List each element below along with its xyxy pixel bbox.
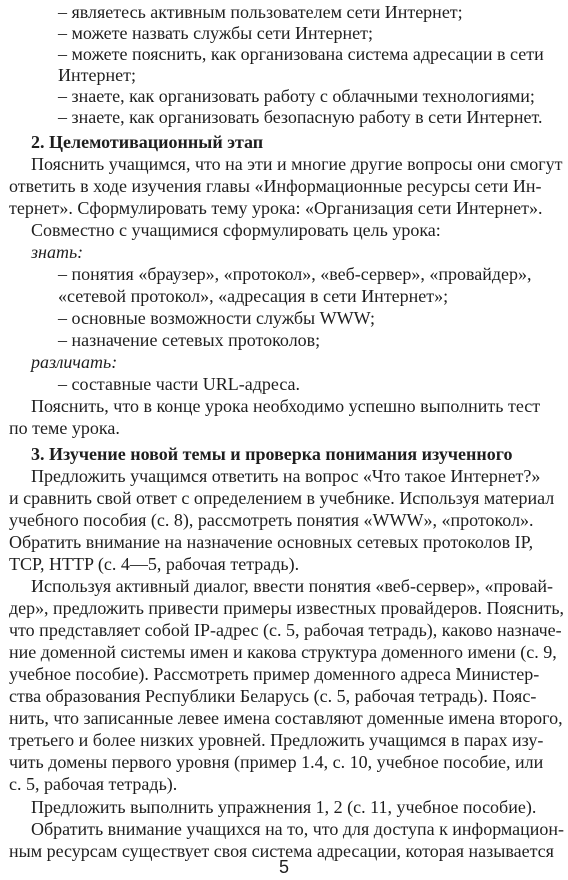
paragraph-line: третьего и более низких уровней. Предложить учащимся в парах изу- xyxy=(9,730,544,750)
paragraph-line: с. 5, рабочая тетрадь). xyxy=(9,774,178,794)
bullet-line: – составные части URL-адреса. xyxy=(58,374,301,394)
bullet-line: – знаете, как организовать безопасную работу в сети Интернет. xyxy=(58,107,543,127)
paragraph-line: ответить в ходе изучения главы «Информационные ресурсы сети Ин- xyxy=(9,176,542,196)
paragraph-line: Пояснить, что в конце урока необходимо успешно выполнить тест xyxy=(31,396,541,416)
subheading-distinguish: различать: xyxy=(31,352,118,372)
bullet-line: Интернет; xyxy=(58,65,136,85)
paragraph-line: по теме урока. xyxy=(9,418,120,438)
subheading-know: знать: xyxy=(31,242,84,262)
paragraph-line: и сравнить свой ответ с определением в учебнике. Используя материал xyxy=(9,488,555,508)
paragraph-line: чить домены первого уровня (пример 1.4, с. 10, учебное пособие, или xyxy=(9,752,544,772)
paragraph-line: что представляет собой IP-адрес (с. 5, рабочая тетрадь), каково назначе- xyxy=(9,620,562,640)
bullet-line: – основные возможности службы WWW; xyxy=(58,308,375,328)
page-number: 5 xyxy=(278,857,289,877)
paragraph-line: TCP, HTTP (с. 4—5, рабочая тетрадь). xyxy=(9,554,300,574)
paragraph-line: Пояснить учащимся, что на эти и многие другие вопросы они смогут xyxy=(31,154,563,174)
paragraph-line: ства образования Республики Беларусь (с. 5, рабочая тетрадь). Пояс- xyxy=(9,686,537,706)
bullet-line: – можете пояснить, как организована система адресации в сети xyxy=(58,44,544,64)
bullet-line: – назначение сетевых протоколов; xyxy=(58,330,321,350)
paragraph-line: Используя активный диалог, ввести понятия «веб-сервер», «провай- xyxy=(31,576,554,596)
paragraph-line: учебное пособие). Рассмотреть пример доменного адреса Министер- xyxy=(9,664,540,684)
bullet-line: – можете назвать службы сети Интернет; xyxy=(58,23,373,43)
paragraph-line: учебного пособия (с. 8), рассмотреть понятия «WWW», «протокол». xyxy=(9,510,534,530)
bullet-line: «сетевой протокол», «адресация в сети Интернет»; xyxy=(58,286,449,306)
paragraph-line: нить, что записанные левее имена составляют доменные имена второго, xyxy=(9,708,563,728)
bullet-line: – являетесь активным пользователем сети Интернет; xyxy=(58,2,463,22)
section-heading: 2. Целемотивационный этап xyxy=(31,132,264,152)
bullet-line: – знаете, как организовать работу с облачными технологиями; xyxy=(58,86,535,106)
paragraph-line: Совместно с учащимися сформулировать цель урока: xyxy=(31,220,441,240)
paragraph-line: ным ресурсам существует своя система адресации, которая называется xyxy=(9,841,554,861)
paragraph-line: Обратить внимание учащихся на то, что для доступа к информацион- xyxy=(31,819,564,839)
paragraph-line: Предложить учащимся ответить на вопрос «Что такое Интернет?» xyxy=(31,466,541,486)
paragraph-line: Обратить внимание на назначение основных сетевых протоколов IP, xyxy=(9,532,534,552)
paragraph-line: Предложить выполнить упражнения 1, 2 (с. 11, учебное пособие). xyxy=(31,797,537,817)
paragraph-line: дер», предложить привести примеры известных провайдеров. Пояснить, xyxy=(9,598,564,618)
bullet-line: – понятия «браузер», «протокол», «веб-сервер», «провайдер», xyxy=(58,264,532,284)
paragraph-line: тернет». Сформулировать тему урока: «Организация сети Интернет». xyxy=(9,198,543,218)
paragraph-line: ние доменной системы имен и какова структура доменного имени (с. 9, xyxy=(9,642,557,662)
section-heading: 3. Изучение новой темы и проверка понимания изученного xyxy=(31,444,513,464)
